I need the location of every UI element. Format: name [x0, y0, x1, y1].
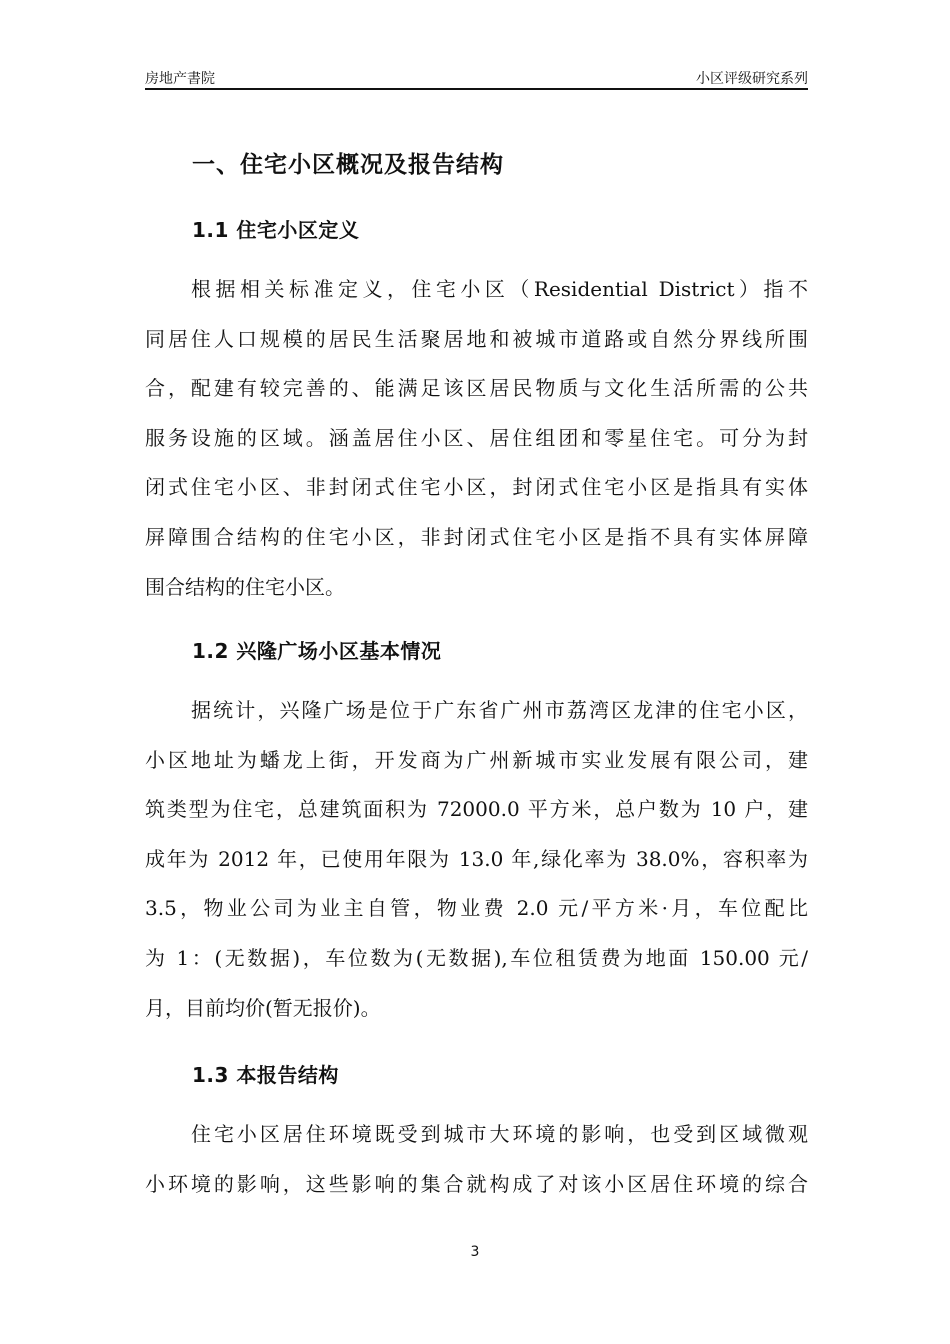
text-line: 据统计，兴隆广场是位于广东省广州市荔湾区龙津的住宅小区， — [191, 698, 808, 722]
text-line: 屏障围合结构的住宅小区，非封闭式住宅小区是指不具有实体屏障 — [145, 524, 808, 549]
section-heading-1-1: 1.1 住宅小区定义 — [192, 218, 360, 242]
text-line: 小区地址为蟠龙上街，开发商为广州新城市实业发展有限公司，建 — [145, 747, 808, 772]
header-divider — [145, 88, 808, 90]
header-left-text: 房地产書院 — [145, 71, 215, 87]
section-heading-1-3: 1.3 本报告结构 — [192, 1063, 339, 1087]
header-right-text: 小区评级研究系列 — [696, 71, 808, 87]
page-header — [145, 64, 808, 88]
text-line: 根据相关标准定义，住宅小区（Residential District）指不 — [191, 277, 808, 301]
text-line: 住宅小区居住环境既受到城市大环境的影响，也受到区域微观 — [191, 1122, 808, 1146]
section-heading-1-2: 1.2 兴隆广场小区基本情况 — [192, 639, 442, 663]
text-line: 合，配建有较完善的、能满足该区居民物质与文化生活所需的公共 — [145, 376, 808, 401]
text-line: 闭式住宅小区、非封闭式住宅小区，封闭式住宅小区是指具有实体 — [145, 475, 808, 500]
page-number: 3 — [470, 1244, 480, 1260]
text-line: 同居住人口规模的居民生活聚居地和被城市道路或自然分界线所围 — [145, 326, 808, 351]
chapter-heading: 一、住宅小区概况及报告结构 — [192, 152, 504, 178]
section-body-1-2 — [145, 696, 808, 1043]
text-line: 成年为 2012 年，已使用年限为 13.0 年,绿化率为 38.0%，容积率为 — [145, 846, 808, 871]
text-line: 服务设施的区域。涵盖居住小区、居住组团和零星住宅。可分为封 — [145, 425, 808, 450]
section-body-1-1 — [145, 275, 808, 622]
text-line: 小环境的影响，这些影响的集合就构成了对该小区居住环境的综合 — [145, 1171, 808, 1196]
text-line: 筑类型为住宅，总建筑面积为 72000.0 平方米，总户数为 10 户，建 — [145, 797, 808, 822]
text-line: 围合结构的住宅小区。 — [145, 574, 345, 599]
text-line: 为 1：(无数据)，车位数为(无数据),车位租赁费为地面 150.00 元/ — [145, 945, 808, 970]
text-line: 3.5，物业公司为业主自管，物业费 2.0 元/平方米·月，车位配比 — [145, 896, 808, 921]
section-body-1-3 — [145, 1120, 808, 1219]
text-line: 月，目前均价(暂无报价)。 — [145, 995, 381, 1020]
